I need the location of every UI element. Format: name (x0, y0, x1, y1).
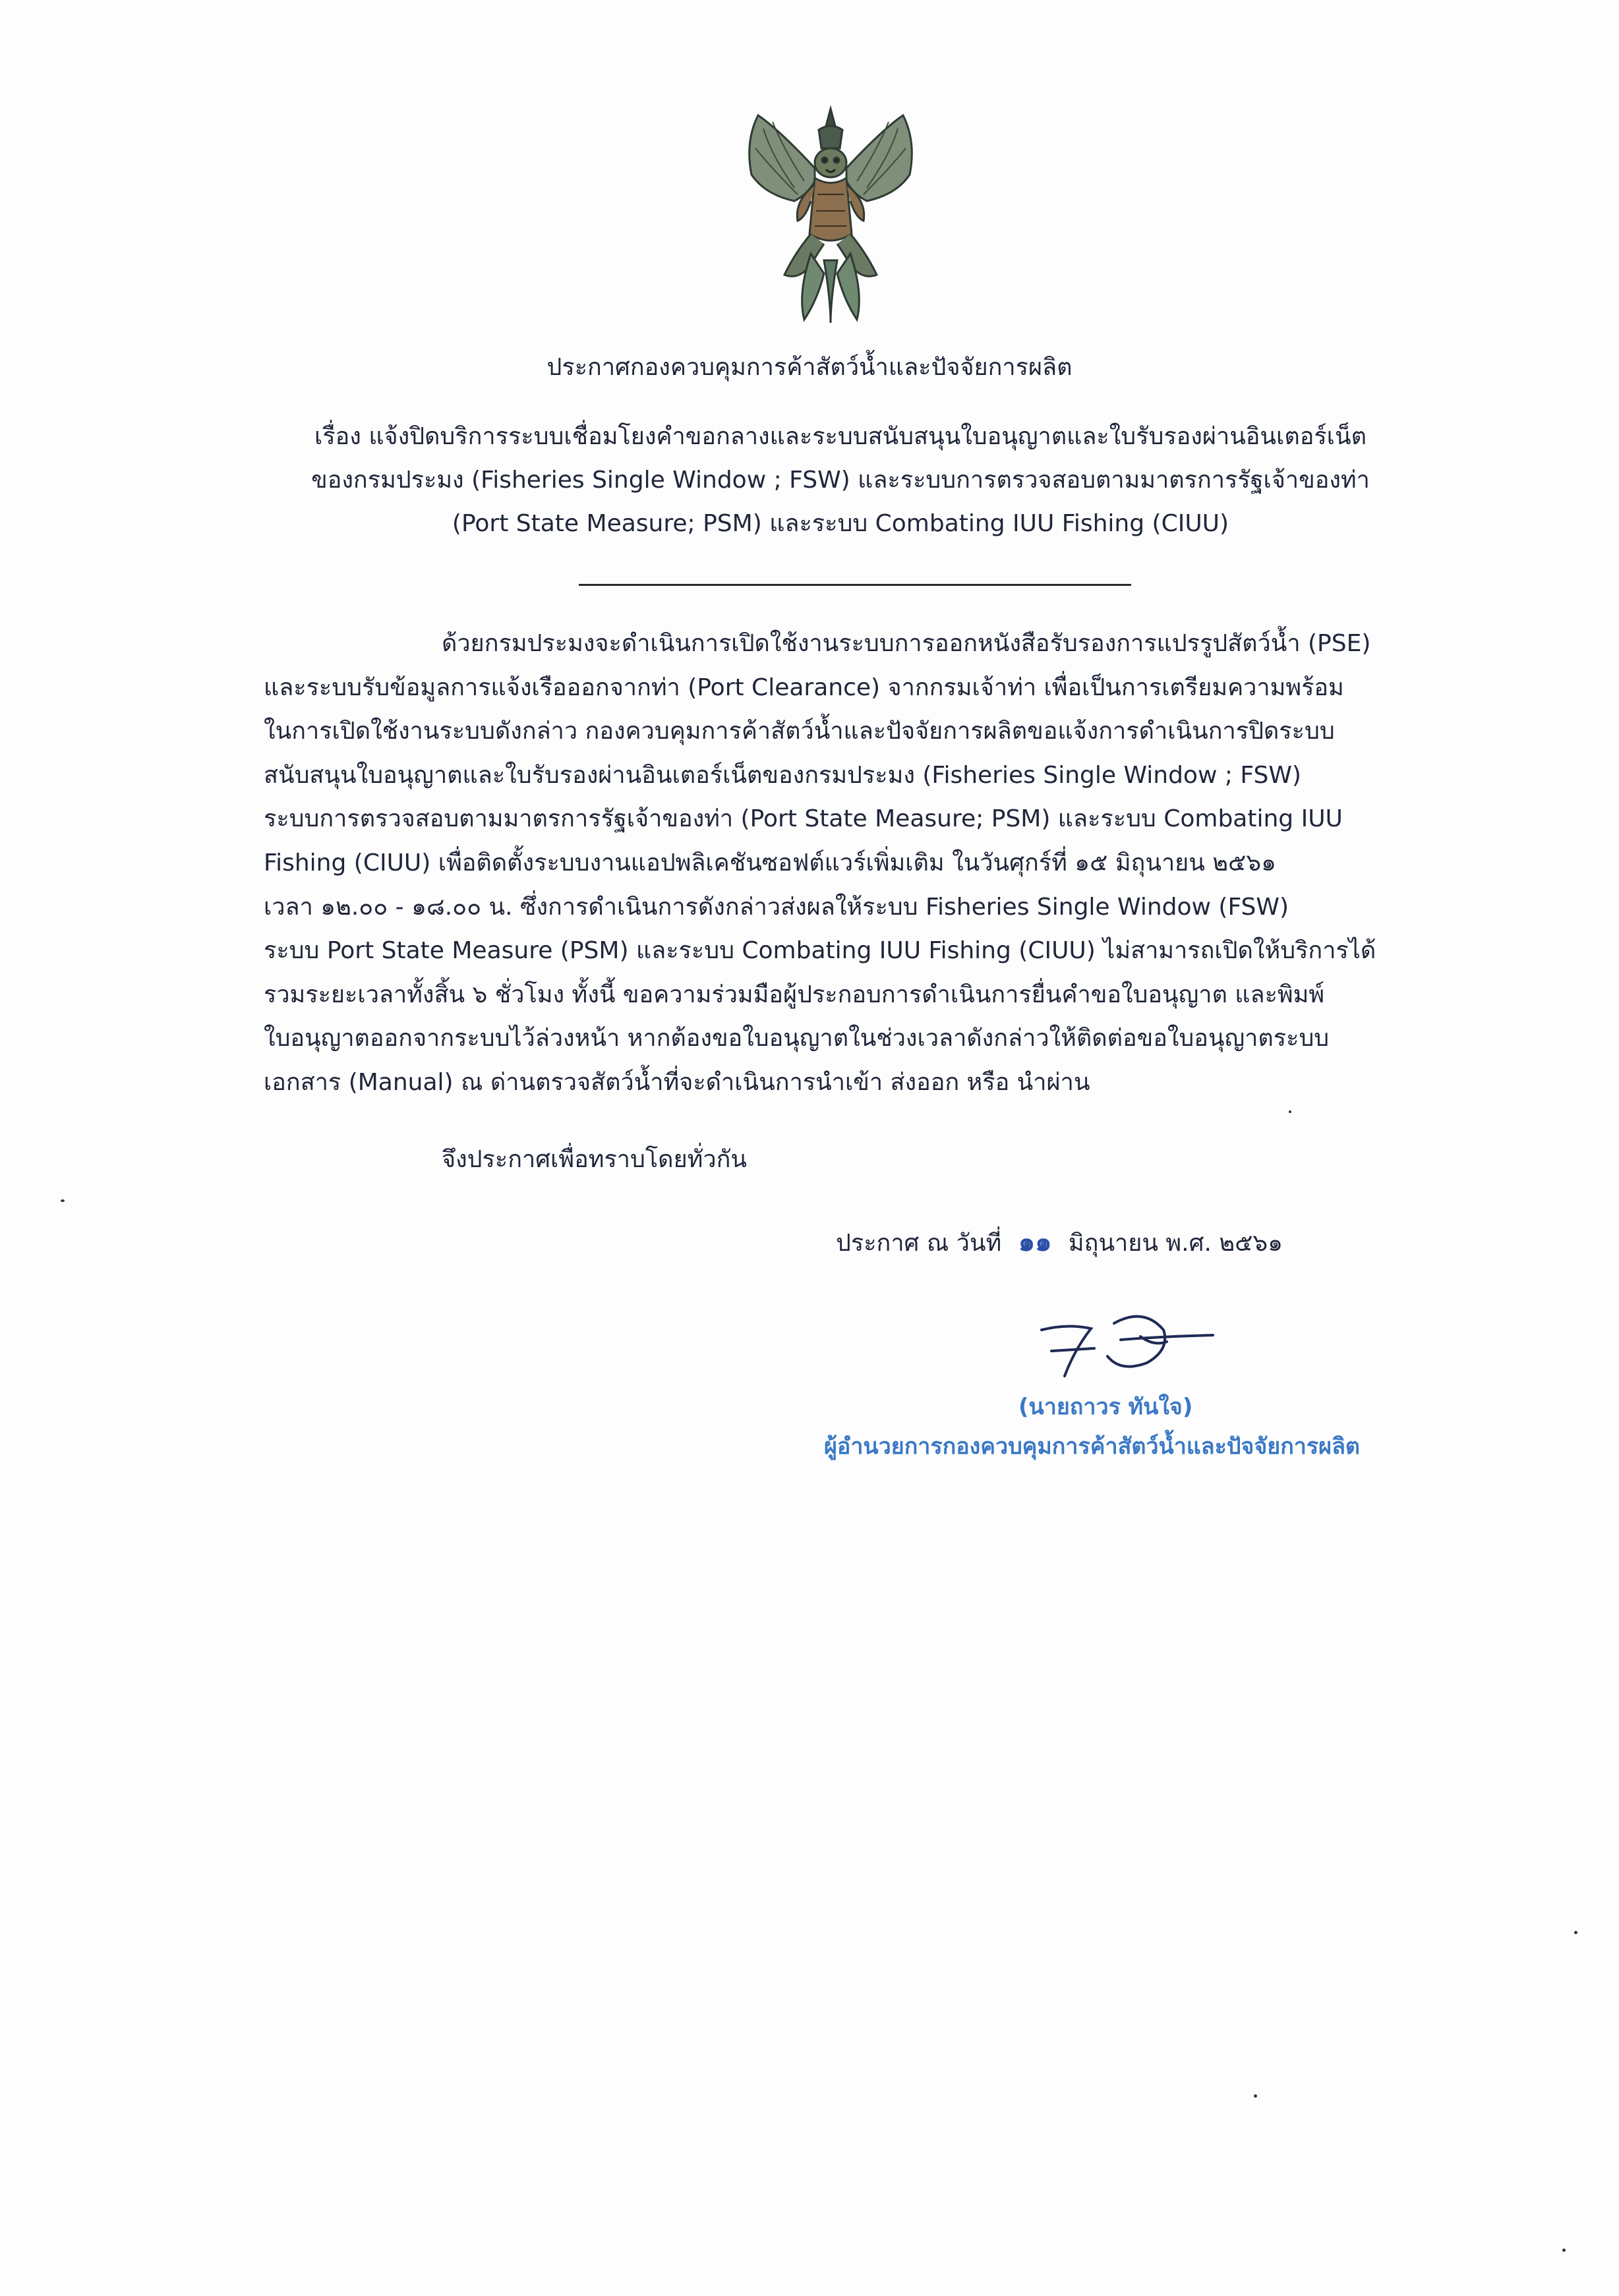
body-line: และระบบรับข้อมูลการแจ้งเรือออกจากท่า (Port Clearance) จากกรมเจ้าท่า เพื่อเป็นการเตรียมความพร้อม (264, 674, 1344, 701)
signer-title: ผู้อำนวยการกองควบคุมการค้าสัตว์น้ำและปัจจัยการผลิต (824, 1433, 1360, 1460)
subject-line: ของกรมประมง (Fisheries Single Window ; FSW) และระบบการตรวจสอบตามมาตรการรัฐเจ้าของท่า (311, 467, 1370, 494)
scan-speck (1254, 2094, 1257, 2098)
body-line: Fishing (CIUU) เพื่อติดตั้งระบบงานแอปพลิเคชันซอฟต์แวร์เพิ่มเติม ในวันศุกร์ที่ ๑๕ มิถุนายน ๒๕๖๑ (264, 849, 1276, 876)
body-line: รวมระยะเวลาทั้งสิ้น ๖ ชั่วโมง ทั้งนี้ ขอความร่วมมือผู้ประกอบการดำเนินการยื่นคำขอใบอนุญาต และพิมพ์ (264, 981, 1325, 1008)
signer-name: (นายถาวร ทันใจ) (1018, 1394, 1193, 1420)
scan-speck (1574, 1931, 1577, 1934)
subject-line: (Port State Measure; PSM) และระบบ Combating IUU Fishing (CIUU) (452, 510, 1229, 537)
body-line: ระบบ Port State Measure (PSM) และระบบ Combating IUU Fishing (CIUU) ไม่สามารถเปิดให้บริการได้ (264, 937, 1376, 965)
body-line: ด้วยกรมประมงจะดำเนินการเปิดใช้งานระบบการออกหนังสือรับรองการแปรรูปสัตว์น้ำ (PSE) (442, 630, 1371, 657)
body-line: ใบอนุญาตออกจากระบบไว้ล่วงหน้า หากต้องขอใบอนุญาตในช่วงเวลาดังกล่าวให้ติดต่อขอใบอนุญาตระบบ (264, 1025, 1330, 1052)
date-day: ๑๑ (1018, 1227, 1052, 1257)
scan-speck (1562, 2249, 1566, 2252)
scan-speck (1289, 1110, 1291, 1113)
body-line: สนับสนุนใบอนุญาตและใบรับรองผ่านอินเตอร์เน็ตของกรมประมง (Fisheries Single Window ; FSW) (264, 761, 1301, 789)
title-divider (579, 584, 1131, 586)
closing-statement: จึงประกาศเพื่อทราบโดยทั่วกัน (442, 1146, 748, 1173)
body-line: ในการเปิดใช้งานระบบดังกล่าว กองควบคุมการค้าสัตว์น้ำและปัจจัยการผลิตขอแจ้งการดำเนินการปิดระบบ (264, 718, 1335, 745)
body-paragraph (264, 622, 1421, 1105)
announcement-date (836, 1222, 1283, 1263)
subject-block (250, 415, 1430, 546)
body-line: เวลา ๑๒.๐๐ - ๑๘.๐๐ น. ซึ่งการดำเนินการดังกล่าวส่งผลให้ระบบ Fisheries Single Window (FSW) (264, 893, 1289, 921)
garuda-emblem-icon (732, 102, 929, 326)
handwritten-signature (1028, 1310, 1226, 1383)
date-prefix: ประกาศ ณ วันที่ (836, 1230, 1002, 1257)
authority-title: ประกาศกองควบคุมการค้าสัตว์น้ำและปัจจัยการผลิต (546, 354, 1073, 381)
body-line: เอกสาร (Manual) ณ ด่านตรวจสัตว์น้ำที่จะดำเนินการนำเข้า ส่งออก หรือ นำผ่าน (264, 1068, 1090, 1096)
subject-line: เรื่อง แจ้งปิดบริการระบบเชื่อมโยงคำขอกลางและระบบสนับสนุนใบอนุญาตและใบรับรองผ่านอินเตอร์เน็ต (314, 423, 1367, 450)
date-month-year: มิถุนายน พ.ศ. ๒๕๖๑ (1068, 1230, 1283, 1257)
scan-speck (61, 1199, 65, 1202)
body-line: ระบบการตรวจสอบตามมาตรการรัฐเจ้าของท่า (Port State Measure; PSM) และระบบ Combating IUU (264, 805, 1343, 833)
